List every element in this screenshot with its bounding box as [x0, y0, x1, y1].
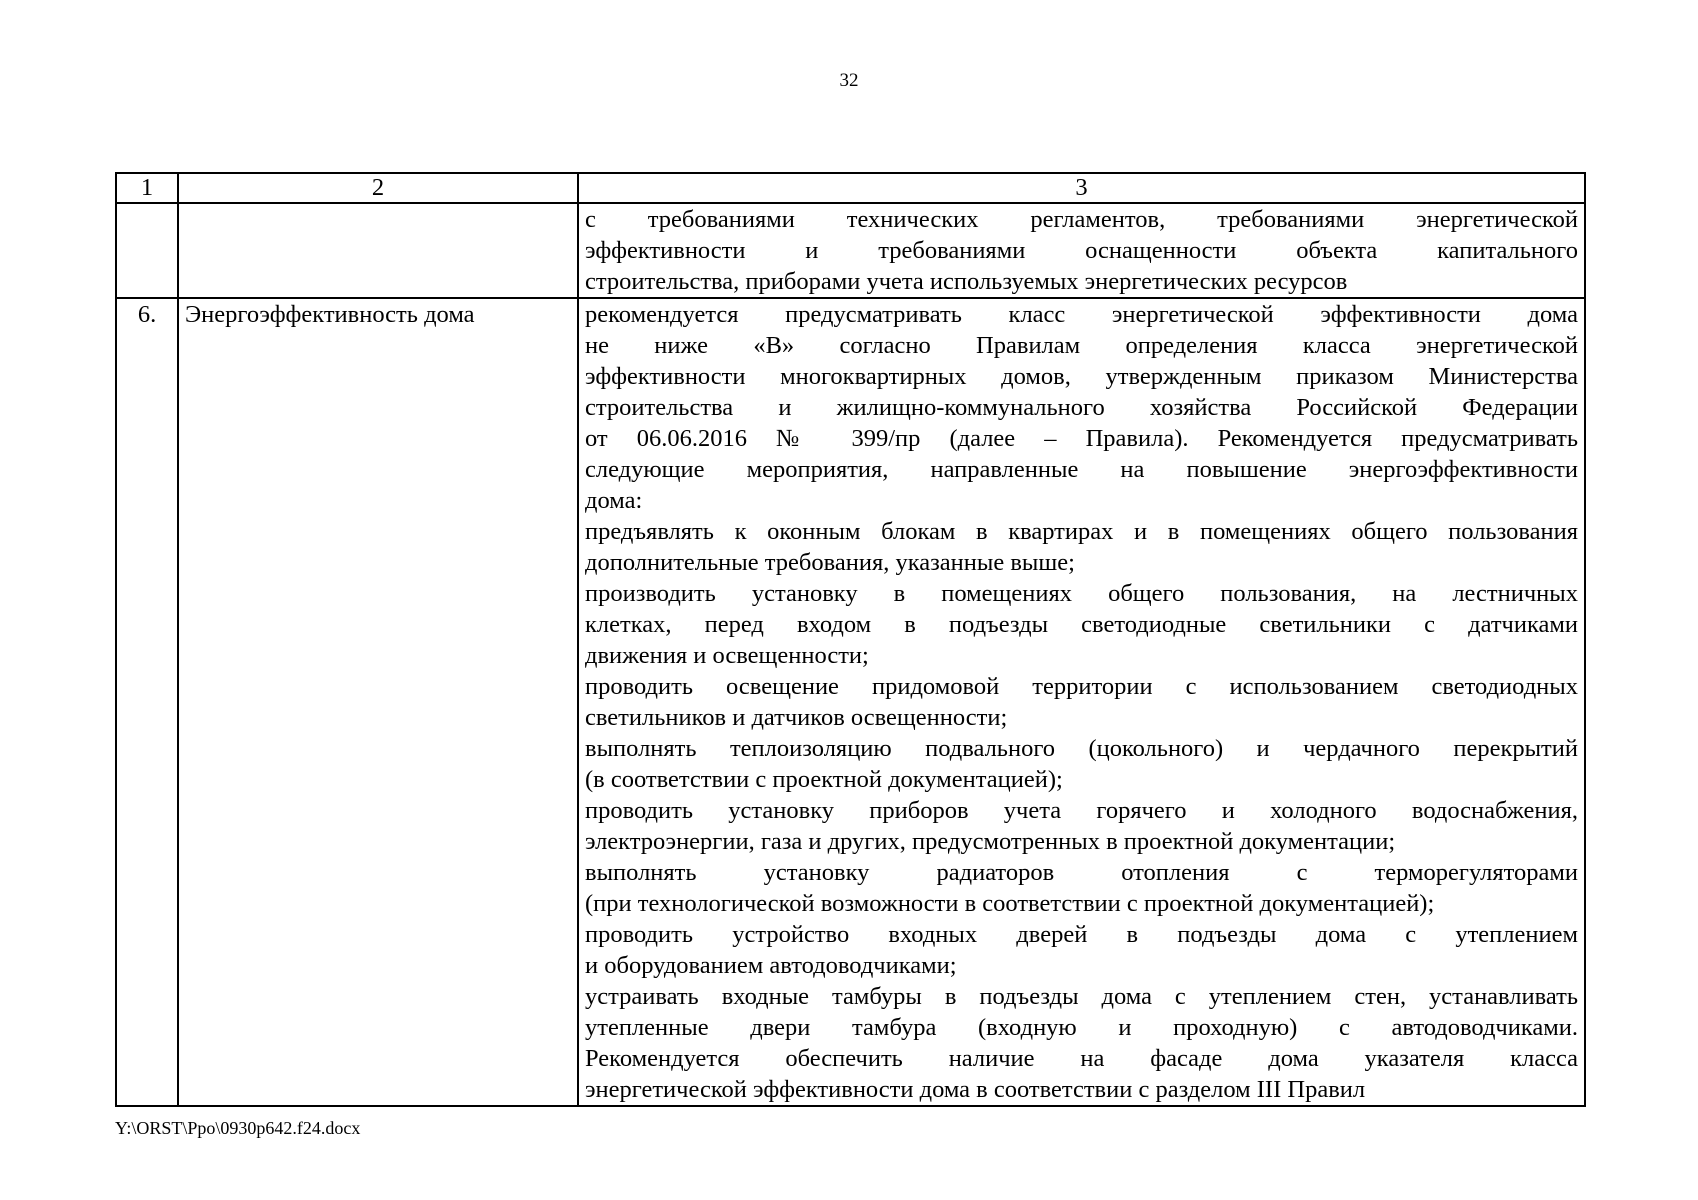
text-line: производить установку в помещениях общего пользования, на лестничных — [585, 580, 1578, 607]
text-line: от 06.06.2016 № 399/пр (далее – Правила). Рекомендуется предусматривать — [585, 425, 1578, 452]
text-line: следующие мероприятия, направленные на повышение энергоэффективности — [585, 456, 1578, 483]
text-line: проводить установку приборов учета горячего и холодного водоснабжения, — [585, 797, 1578, 824]
text-line: электроэнергии, газа и других, предусмотренных в проектной документации; — [585, 828, 1396, 855]
text-line: (в соответствии с проектной документацией); — [585, 766, 1063, 793]
text-line: энергетической эффективности дома в соответствии с разделом III Правил — [585, 1076, 1366, 1103]
table-row-6 — [116, 298, 1585, 1106]
row-name-cell — [178, 203, 578, 298]
table-row-continuation — [116, 203, 1585, 298]
text-line: дополнительные требования, указанные выше; — [585, 549, 1075, 576]
text-line: с требованиями технических регламентов, требованиями энергетической — [585, 206, 1578, 233]
column-header-3: 3 — [578, 173, 1585, 203]
intro-paragraph — [585, 299, 1578, 516]
text-line: выполнять установку радиаторов отопления с терморегуляторами — [585, 859, 1578, 886]
text-line: устраивать входные тамбуры в подъезды дома с утеплением стен, устанавливать — [585, 983, 1578, 1010]
entrance-doors-paragraph — [585, 919, 1578, 981]
text-line: проводить устройство входных дверей в подъезды дома с утеплением — [585, 921, 1578, 948]
text-line: (при технологической возможности в соответствии с проектной документацией); — [585, 890, 1435, 917]
text-line: проводить освещение придомовой территории с использованием светодиодных — [585, 673, 1578, 700]
row-description-cell — [578, 298, 1585, 1106]
continuation-paragraph — [585, 204, 1578, 297]
text-line: утепленные двери тамбура (входную и проходную) с автодоводчиками. — [585, 1014, 1578, 1041]
text-line: строительства и жилищно-коммунального хозяйства Российской Федерации — [585, 394, 1578, 421]
text-line: дома: — [585, 487, 643, 514]
row-number-cell: 6. — [116, 298, 178, 1106]
text-line: рекомендуется предусматривать класс энергетической эффективности дома — [585, 301, 1578, 328]
insulation-paragraph — [585, 733, 1578, 795]
text-line: Рекомендуется обеспечить наличие на фасаде дома указателя класса — [585, 1045, 1578, 1072]
page-number: 32 — [839, 70, 859, 91]
table-header-row — [116, 173, 1585, 203]
meters-paragraph — [585, 795, 1578, 857]
text-line: клетках, перед входом в подъезды светодиодные светильники с датчиками — [585, 611, 1578, 638]
text-line: предъявлять к оконным блокам в квартирах и в помещениях общего пользования — [585, 518, 1578, 545]
led-lighting-paragraph — [585, 578, 1578, 671]
column-header-1: 1 — [116, 173, 178, 203]
row-number-cell — [116, 203, 178, 298]
text-line: и оборудованием автодоводчиками; — [585, 952, 957, 979]
radiators-paragraph — [585, 857, 1578, 919]
row-description-cell — [578, 203, 1585, 298]
outdoor-lighting-paragraph — [585, 671, 1578, 733]
text-line: движения и освещенности; — [585, 642, 869, 669]
text-line: эффективности многоквартирных домов, утвержденным приказом Министерства — [585, 363, 1578, 390]
text-line: не ниже «В» согласно Правилам определения класса энергетической — [585, 332, 1578, 359]
text-line: эффективности и требованиями оснащенности объекта капитального — [585, 237, 1578, 264]
column-header-2: 2 — [178, 173, 578, 203]
vestibules-paragraph — [585, 981, 1578, 1105]
text-line: светильников и датчиков освещенности; — [585, 704, 1008, 731]
windows-requirement-paragraph — [585, 516, 1578, 578]
row-name-cell: Энергоэффективность дома — [178, 298, 578, 1106]
file-path-footer: Y:\ORST\Ppo\0930p642.f24.docx — [115, 1118, 361, 1138]
text-line: строительства, приборами учета используемых энергетических ресурсов — [585, 268, 1348, 295]
document-table — [115, 172, 1586, 1107]
text-line: выполнять теплоизоляцию подвального (цокольного) и чердачного перекрытий — [585, 735, 1578, 762]
